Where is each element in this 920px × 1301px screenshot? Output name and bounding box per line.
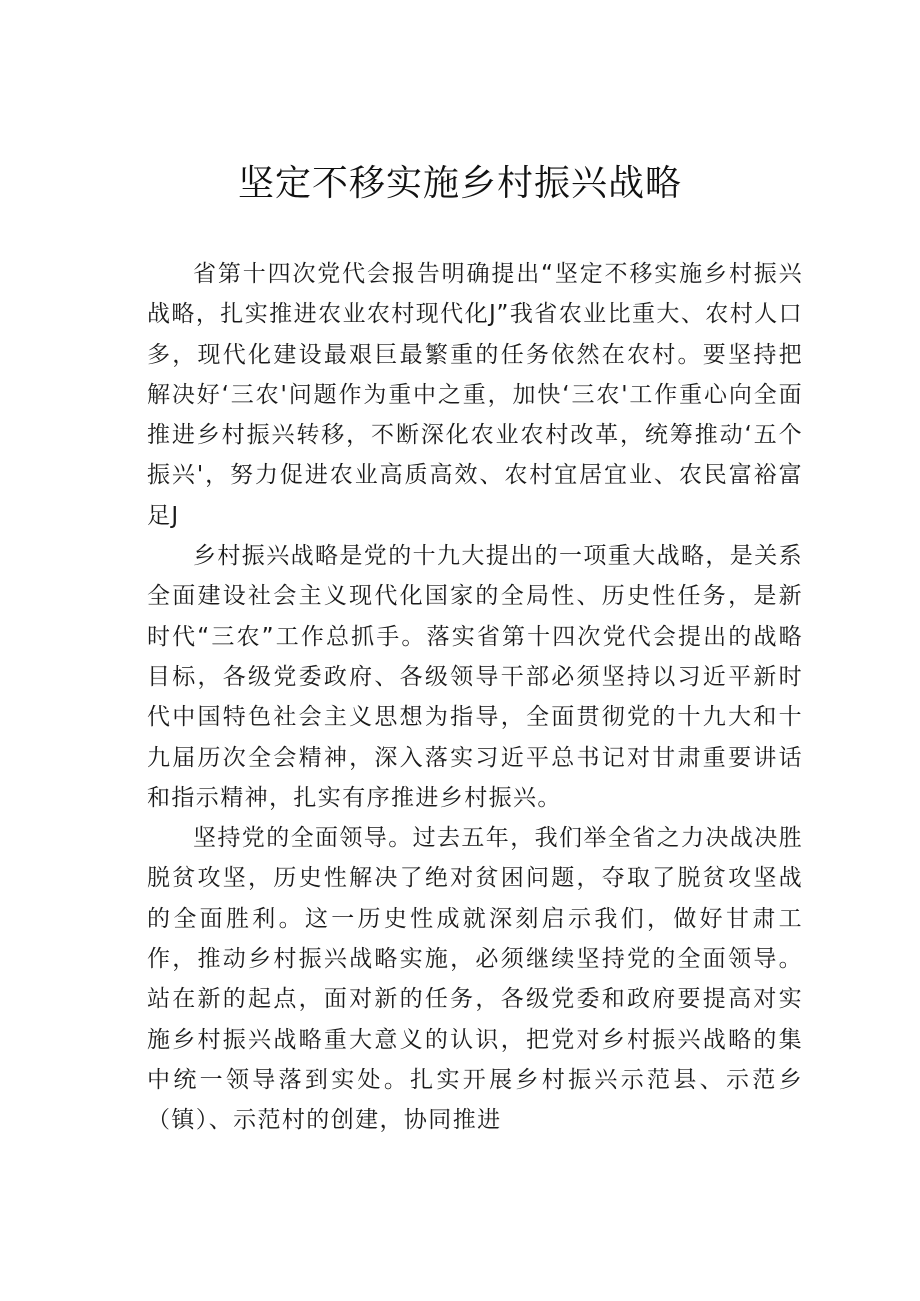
document-body: [147, 254, 803, 1141]
paragraph-2: 乡村振兴战略是党的十九大提出的一项重大战略，是关系全面建设社会主义现代化国家的全局性、历史性任务，是新时代“三农”工作总抓手。落实省第十四次党代会提出的战略目标，各级党委政府、各级领导干部必须坚持以习近平新时代中国特色社会主义思想为指导，全面贯彻党的十九大和十九届历次全会精神，深入落实习近平总书记对甘肃重要讲话和指示精神，扎实有序推进乡村振兴。: [147, 543, 803, 811]
document-title: 坚定不移实施乡村振兴战略: [237, 163, 682, 204]
paragraph-3: 坚持党的全面领导。过去五年，我们举全省之力决战决胜脱贫攻坚，历史性解决了绝对贫困问题，夺取了脱贫攻坚战的全面胜利。这一历史性成就深刻启示我们，做好甘肃工作，推动乡村振兴战略实施，必须继续坚持党的全面领导。站在新的起点，面对新的任务，各级党委和政府要提高对实施乡村振兴战略重大意义的认识，把党对乡村振兴战略的集中统一领导落到实处。扎实开展乡村振兴示范县、示范乡（镇）、示范村的创建，协同推进: [147, 825, 803, 1134]
paragraph-1: 省第十四次党代会报告明确提出“坚定不移实施乡村振兴战略，扎实推进农业农村现代化J”我省农业比重大、农村人口多，现代化建设最艰巨最繁重的任务依然在农村。要坚持把解决好‘三农'问题作为重中之重，加快‘三农'工作重心向全面推进乡村振兴转移，不断深化农业农村改革，统筹推动‘五个振兴'，努力促进农业高质高效、农村宜居宜业、农民富裕富足J: [147, 261, 803, 529]
